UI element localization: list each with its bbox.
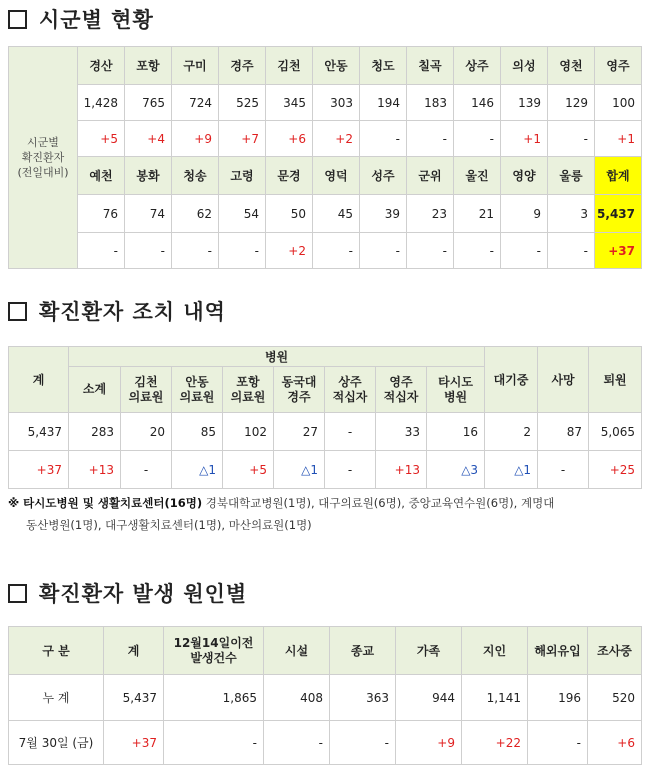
- header-waiting: 대기중: [485, 347, 538, 413]
- change-cell: △1: [172, 451, 223, 489]
- total-cell: 345: [266, 85, 313, 121]
- change-cell: △1: [485, 451, 538, 489]
- city-header: 칠곡: [407, 47, 454, 85]
- total-cell: 9: [501, 195, 548, 233]
- sum-header: 합계: [595, 157, 642, 195]
- table-row: [9, 627, 642, 675]
- header-dongguk: 동국대 경주: [274, 367, 325, 413]
- change-cell: +4: [125, 121, 172, 157]
- footnote: [8, 492, 648, 536]
- table-row: [9, 413, 642, 451]
- total-cell: 23: [407, 195, 454, 233]
- table-row: [9, 85, 642, 121]
- change-cell: -: [264, 721, 330, 765]
- total-cell: 194: [360, 85, 407, 121]
- city-header: 영덕: [313, 157, 360, 195]
- total-cell: 62: [172, 195, 219, 233]
- header-acquaintance: 지인: [462, 627, 528, 675]
- header-death: 사망: [538, 347, 589, 413]
- city-status-table: [8, 46, 642, 269]
- total-cell: 129: [548, 85, 595, 121]
- header-category: 구 분: [9, 627, 104, 675]
- change-cell: +37: [104, 721, 164, 765]
- city-header: 울릉: [548, 157, 595, 195]
- checkbox-square-icon: [8, 584, 27, 603]
- total-cell: 1,428: [78, 85, 125, 121]
- header-gimcheon: 김천 의료원: [121, 367, 172, 413]
- table-row: [9, 675, 642, 721]
- change-cell: +37: [9, 451, 69, 489]
- total-cell: 5,437: [104, 675, 164, 721]
- header-discharged: 퇴원: [589, 347, 642, 413]
- table-row: [9, 233, 642, 269]
- table-row: [9, 195, 642, 233]
- total-cell: 20: [121, 413, 172, 451]
- total-cell: 76: [78, 195, 125, 233]
- city-header: 청도: [360, 47, 407, 85]
- change-cell: -: [538, 451, 589, 489]
- city-header: 봉화: [125, 157, 172, 195]
- total-cell: 724: [172, 85, 219, 121]
- total-cell: 85: [172, 413, 223, 451]
- city-header: 성주: [360, 157, 407, 195]
- city-header: 고령: [219, 157, 266, 195]
- change-cell: -: [360, 233, 407, 269]
- change-cell: -: [454, 121, 501, 157]
- section1-title: 시군별 현황: [8, 4, 154, 34]
- table-row: [9, 47, 642, 85]
- header-investigating: 조사중: [588, 627, 642, 675]
- city-header: 영천: [548, 47, 595, 85]
- change-cell: -: [360, 121, 407, 157]
- change-cell: -: [501, 233, 548, 269]
- change-cell: +5: [223, 451, 274, 489]
- change-cell: +2: [266, 233, 313, 269]
- change-cell: +6: [588, 721, 642, 765]
- total-cell: 303: [313, 85, 360, 121]
- total-cell: 27: [274, 413, 325, 451]
- change-cell: +7: [219, 121, 266, 157]
- header-pohang: 포항 의료원: [223, 367, 274, 413]
- city-header: 상주: [454, 47, 501, 85]
- table-row: [9, 121, 642, 157]
- city-header: 안동: [313, 47, 360, 85]
- change-cell: +13: [376, 451, 427, 489]
- city-header: 경주: [219, 47, 266, 85]
- change-cell: +2: [313, 121, 360, 157]
- change-cell: -: [121, 451, 172, 489]
- change-cell: -: [125, 233, 172, 269]
- total-cell: 765: [125, 85, 172, 121]
- city-header: 문경: [266, 157, 313, 195]
- change-cell: +6: [266, 121, 313, 157]
- total-cell: 39: [360, 195, 407, 233]
- total-cell: 102: [223, 413, 274, 451]
- change-cell: -: [172, 233, 219, 269]
- total-cell: -: [325, 413, 376, 451]
- change-cell: +9: [172, 121, 219, 157]
- total-cell: 54: [219, 195, 266, 233]
- footnote-lead: ※ 타시도병원 및 생활치료센터(16명): [8, 496, 203, 510]
- header-andong: 안동 의료원: [172, 367, 223, 413]
- header-overseas: 해외유입: [528, 627, 588, 675]
- change-cell: -: [407, 233, 454, 269]
- total-cell: 183: [407, 85, 454, 121]
- change-cell: -: [454, 233, 501, 269]
- city-header: 김천: [266, 47, 313, 85]
- total-cell: 2: [485, 413, 538, 451]
- header-other-province: 타시도 병원: [427, 367, 485, 413]
- city-header: 군위: [407, 157, 454, 195]
- city-header: 영주: [595, 47, 642, 85]
- change-cell: △3: [427, 451, 485, 489]
- city-header: 포항: [125, 47, 172, 85]
- section2-title: 확진환자 조치 내역: [8, 296, 226, 326]
- change-cell: -: [407, 121, 454, 157]
- total-cell: 74: [125, 195, 172, 233]
- total-cell: 139: [501, 85, 548, 121]
- checkbox-square-icon: [8, 10, 27, 29]
- change-cell: -: [548, 121, 595, 157]
- header-total: 계: [104, 627, 164, 675]
- change-cell: +22: [462, 721, 528, 765]
- table-row: [9, 347, 642, 367]
- total-cell: 196: [528, 675, 588, 721]
- total-cell: 146: [454, 85, 501, 121]
- change-cell: -: [528, 721, 588, 765]
- city-header: 구미: [172, 47, 219, 85]
- total-cell: 33: [376, 413, 427, 451]
- change-cell: -: [330, 721, 396, 765]
- total-cell: 3: [548, 195, 595, 233]
- change-cell: +13: [69, 451, 121, 489]
- total-cell: 100: [595, 85, 642, 121]
- change-cell: -: [325, 451, 376, 489]
- total-cell: 1,865: [164, 675, 264, 721]
- header-hospital: 병원: [69, 347, 485, 367]
- city-header: 의성: [501, 47, 548, 85]
- total-cell: 408: [264, 675, 330, 721]
- city-header: 울진: [454, 157, 501, 195]
- header-subtotal: 소계: [69, 367, 121, 413]
- patient-treatment-table: [8, 346, 642, 489]
- total-cell: 944: [396, 675, 462, 721]
- city-header: 청송: [172, 157, 219, 195]
- change-cell: -: [313, 233, 360, 269]
- change-cell: +1: [595, 121, 642, 157]
- change-cell: +1: [501, 121, 548, 157]
- change-cell: -: [548, 233, 595, 269]
- sum-change-cell: +37: [595, 233, 642, 269]
- section3-title: 확진환자 발생 원인별: [8, 578, 247, 608]
- row-label: 7월 30일 (금): [9, 721, 104, 765]
- sum-total-cell: 5,437: [595, 195, 642, 233]
- change-cell: +25: [589, 451, 642, 489]
- city-header: 경산: [78, 47, 125, 85]
- table-row: [9, 721, 642, 765]
- header-religion: 종교: [330, 627, 396, 675]
- change-cell: -: [78, 233, 125, 269]
- footnote-text: 경북대학교병원(1명), 대구의료원(6명), 중앙교육연수원(6명), 계명대: [202, 496, 555, 510]
- change-cell: -: [219, 233, 266, 269]
- cause-table: [8, 626, 642, 765]
- header-total: 계: [9, 347, 69, 413]
- table-row: [9, 157, 642, 195]
- header-before-dec14: 12월14일이전 발생건수: [164, 627, 264, 675]
- total-cell: 50: [266, 195, 313, 233]
- total-cell: 45: [313, 195, 360, 233]
- total-cell: 5,065: [589, 413, 642, 451]
- total-cell: 283: [69, 413, 121, 451]
- city-header: 영양: [501, 157, 548, 195]
- change-cell: △1: [274, 451, 325, 489]
- header-yeongju: 영주 적십자: [376, 367, 427, 413]
- side-label: 시군별 확진환자 (전일대비): [9, 47, 78, 269]
- total-cell: 87: [538, 413, 589, 451]
- table-row: [9, 451, 642, 489]
- checkbox-square-icon: [8, 302, 27, 321]
- total-cell: 1,141: [462, 675, 528, 721]
- change-cell: -: [164, 721, 264, 765]
- row-label: 누 계: [9, 675, 104, 721]
- total-cell: 21: [454, 195, 501, 233]
- change-cell: +5: [78, 121, 125, 157]
- total-cell: 520: [588, 675, 642, 721]
- change-cell: +9: [396, 721, 462, 765]
- header-facility: 시설: [264, 627, 330, 675]
- footnote-text-line2: 동산병원(1명), 대구생활치료센터(1명), 마산의료원(1명): [26, 518, 312, 532]
- city-header: 예천: [78, 157, 125, 195]
- header-sangju: 상주 적십자: [325, 367, 376, 413]
- total-cell: 363: [330, 675, 396, 721]
- total-cell: 5,437: [9, 413, 69, 451]
- header-family: 가족: [396, 627, 462, 675]
- total-cell: 16: [427, 413, 485, 451]
- total-cell: 525: [219, 85, 266, 121]
